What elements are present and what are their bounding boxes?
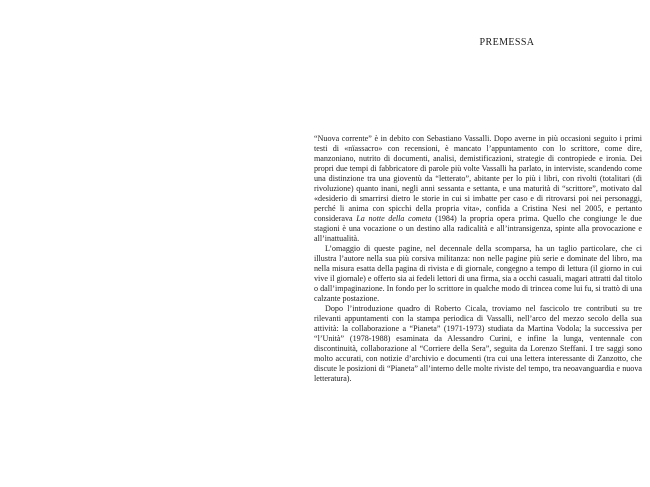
book-title-italic: La notte della cometa (356, 214, 432, 223)
paragraph-1-part-a: “Nuova corrente” è in debito con Sebastiano Vassalli. Dopo averne in più occasioni seguito i primi testi di «nïassacro» con recensioni, è mancato l’appuntamento con lo scrittore, come dire, manzoniano, nutrito di documenti, analisi, demistificazioni, strategie di contropiede e ironia. Dei propri due tempi di fabbricatore di parole più volte Vassalli ha parlato, in interviste, scandendo come una distinzione tra una gioventù da “letterato”, abitante per lo più i libri, con rivolti (totalitari (di rivoluzione) quanto inani, negli anni sessanta e settanta, e una maturità di “scrittore”, motivato dal «desiderio di smarrirsi dietro le storie in cui si imbatte per caso e di ritrovarsi poi nei personaggi, perché li anima con spicchi della propria vita», confida a Cristina Nesi nel 2005, e pertanto considerava (314, 134, 642, 223)
section-heading: PREMESSA (479, 37, 535, 48)
paragraph-3: Dopo l’introduzione quadro di Roberto Cicala, troviamo nel fascicolo tre contributi su tre rilevanti appuntamenti con la stampa periodica di Vassalli, nell’arco del mezzo secolo della sua attività: la collaborazione a “Pianeta” (1971-1973) studiata da Martina Vodola; la successiva per “l’Unità” (1978-1988) esaminata da Alessandro Curini, e infine la lunga, ventennale con discontinuità, collaborazione al “Corriere della Sera”, seguita da Lorenzo Steffani. I tre saggi sono molto accurati, con notizie d’archivio e documenti (tra cui una lettera interessante di Zanzotto, che discute le posizioni di “Pianeta” all’interno delle molte riviste del tempo, tra neoavanguardia e nuova letteratura). (314, 304, 642, 383)
paragraph-1 (314, 134, 642, 244)
body-text (314, 134, 642, 384)
paragraph-2: L’omaggio di queste pagine, nel decennale della scomparsa, ha un taglio particolare, che ci illustra l’autore nella sua più corsiva militanza: non nelle pagine più serie e dominate del libro, ma nella misura esatta della pagina di rivista e di giornale, congegno a tempo di lettura (il giorno in cui vive il giornale) e offerto sia ai fedeli lettori di una firma, sia a occhi casuali, magari attratti dal titolo o dall’impaginazione. In fondo per lo scrittore in qualche modo di trincea come lui fu, si trattò di una calzante postazione. (314, 244, 642, 303)
paragraph-1-part-b: (1984) la propria opera prima. Quello che congiunge le due stagioni è una vocazione o un destino alla radicalità e all’intransigenza, spinte alla provocazione e all’inattualità. (314, 214, 643, 243)
